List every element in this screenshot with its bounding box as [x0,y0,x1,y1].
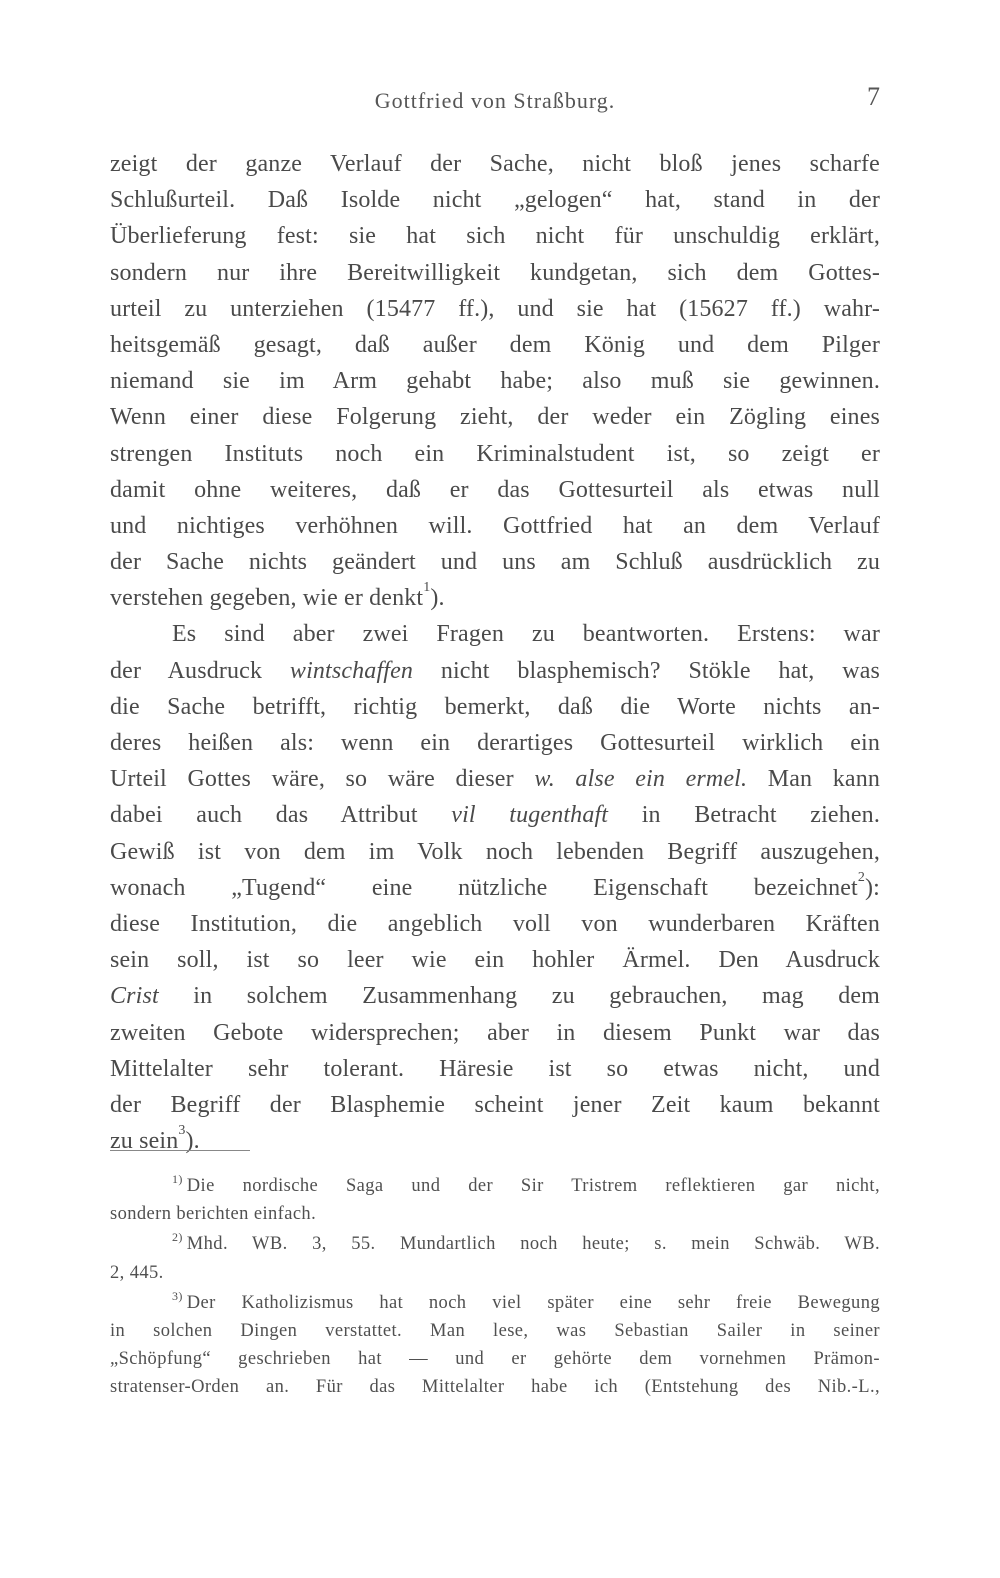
footnote-text: Mhd. WB. 3, 55. Mundartlich noch heute; s. mein Schwäb. WB. [186,1234,880,1255]
footnote-ref[interactable]: 1 [423,580,431,596]
footnote-text: Der Katholizismus hat noch viel später eine sehr freie Bewegung [186,1292,880,1313]
footnote-line: stratenser-Orden an. Für das Mittelalter habe ich (Entstehung des Nib.-L., [110,1377,880,1398]
footnote-marker: 3) [172,1288,183,1303]
text-run: in solchem Zusammenhang zu gebrauchen, mag dem [158,983,880,1010]
italic-term: wintschaffen [289,657,414,684]
text-run: Urteil Gottes wäre, so wäre dieser [110,766,535,793]
footnotes [110,1172,880,1404]
text-run: dabei auch das Attribut [110,802,452,829]
text-line: Wenn einer diese Folgerung zieht, der weder ein Zögling eines [110,404,880,431]
footnote-2 [110,1230,880,1286]
text-line [110,761,880,797]
text-line: diese Institution, die angeblich voll von wunderbaren Kräften [110,910,880,937]
footnote-line: in solchen Dingen verstattet. Man lese, was Sebastian Sailer in seiner [110,1320,880,1341]
footnote-marker: 1) [172,1172,183,1186]
footnote-3 [110,1289,880,1402]
text-line [110,870,880,906]
text-line: der Sache nichts geändert und uns am Schluß ausdrücklich zu [110,549,880,576]
italic-term: Crist [110,983,159,1010]
text-line: damit ohne weiteres, daß er das Gottesurteil als etwas null [110,476,880,503]
text-line [110,1123,880,1159]
footnote-ref[interactable]: 3 [178,1123,186,1139]
footnote-text: Die nordische Saga und der Sir Tristrem reflektieren gar nicht, [186,1176,880,1196]
text-line: Gewiß ist von dem im Volk noch lebenden Begriff auszugehen, [110,838,880,865]
text-line: Schlußurteil. Daß Isolde nicht „gelogen“ hat, stand in der [110,187,880,214]
text-run: Man kann [747,766,880,793]
footnote-divider [110,1150,250,1151]
text-run: in Betracht ziehen. [608,802,880,829]
text-line: strengen Instituts noch ein Kriminalstudent ist, so zeigt er [110,440,880,467]
footnote-line [110,1289,880,1317]
text-run: ). [185,1128,200,1155]
text-line: urteil zu unterziehen (15477 ff.), und sie hat (15627 ff.) wahr- [110,295,880,322]
text-line: niemand sie im Arm gehabt habe; also muß sie gewinnen. [110,368,880,395]
paragraph-start-line: Es sind aber zwei Fragen zu beantworten. Erstens: war [172,621,880,648]
text-line: sondern nur ihre Bereitwilligkeit kundgetan, sich dem Gottes- [110,259,880,286]
text-line [110,978,880,1014]
page-number: 7 [867,82,880,111]
text-run: ): [865,874,880,901]
text-line: und nichtiges verhöhnen will. Gottfried hat an dem Verlauf [110,512,880,539]
footnote-line [110,1172,880,1200]
text-line: Mittelalter sehr tolerant. Häresie ist so etwas nicht, und [110,1055,880,1082]
text-run: zu sein [110,1128,179,1155]
text-line: die Sache betrifft, richtig bemerkt, daß die Worte nichts an- [110,693,880,720]
footnote-1 [110,1172,880,1228]
text-line: zeigt der ganze Verlauf der Sache, nicht bloß jenes scharfe [110,151,880,177]
text-run: wonach „Tugend“ eine nützliche Eigenschaft bezeichnet [110,874,858,901]
text-line: heitsgemäß gesagt, daß außer dem König und dem Pilger [110,331,880,358]
text-line: deres heißen als: wenn ein derartiges Gottesurteil wirklich ein [110,730,880,756]
footnote-line [110,1230,880,1258]
text-line [110,653,880,689]
text-run: verstehen gegeben, wie er denkt [110,585,424,612]
running-header [110,82,880,128]
running-title: Gottfried von Straßburg. [374,88,616,113]
text-line: Überlieferung fest: sie hat sich nicht für unschuldig erklärt, [110,223,880,250]
footnote-line: „Schöpfung“ geschrieben hat — und er gehörte dem vornehmen Prämon- [110,1349,880,1370]
text-line: sein soll, ist so leer wie ein hohler Ärmel. Den Ausdruck [110,947,880,974]
italic-quote: vil tugenthaft [451,802,609,829]
text-line [110,797,880,833]
text-line: zweiten Gebote widersprechen; aber in diesem Punkt war das [110,1019,880,1046]
text-line [110,580,880,616]
footnote-line: sondern berichten einfach. [110,1204,317,1225]
main-text [110,146,880,1159]
footnote-marker: 2) [172,1230,183,1245]
italic-quote: w. alse ein ermel. [534,766,748,793]
text-line: der Begriff der Blasphemie scheint jener Zeit kaum bekannt [110,1091,880,1118]
footnote-ref[interactable]: 2 [857,869,866,885]
text-run: nicht blasphemisch? Stökle hat, was [413,657,880,684]
footnote-line: 2, 445. [110,1262,164,1283]
text-run: der Ausdruck [110,657,290,684]
text-run: ). [430,585,445,612]
